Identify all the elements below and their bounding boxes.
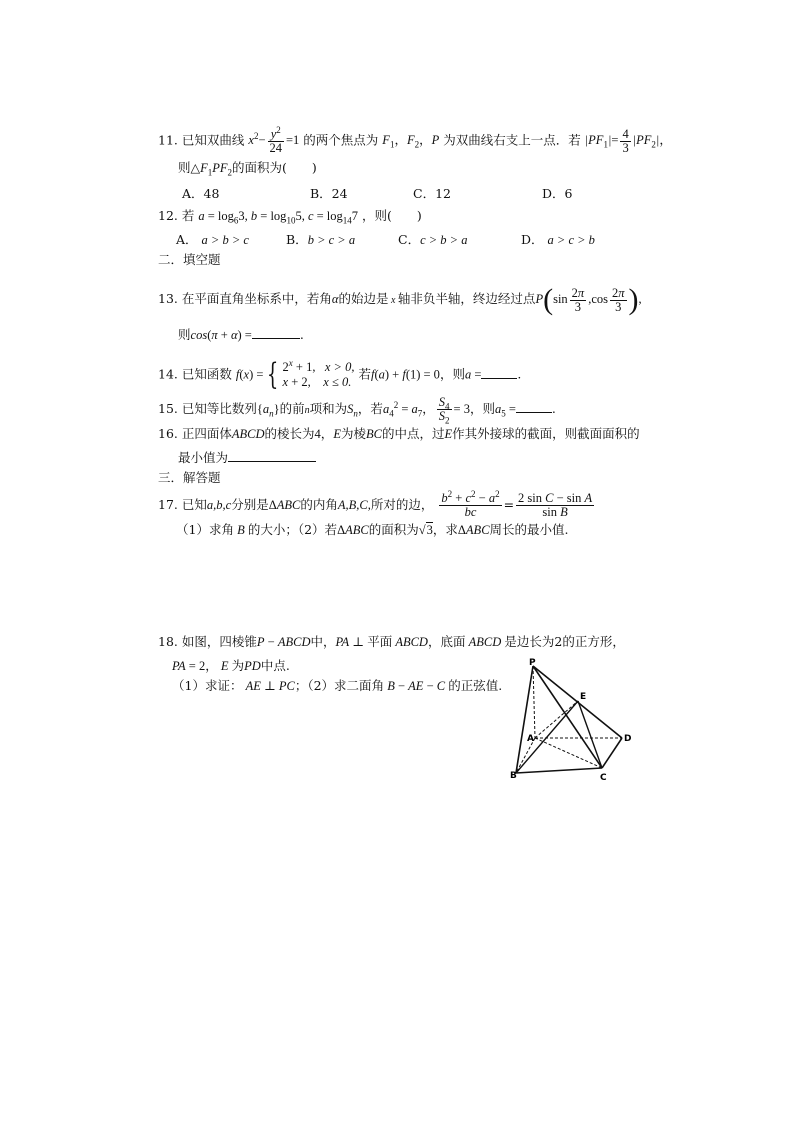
segment-EC [578,701,602,768]
q17-equation-left: $\frac{b^2 + c^2 - a^2}{bc}$ [441,488,500,519]
label-B: B [510,771,517,781]
label-A: A [527,734,534,744]
q11-line1 [158,124,672,155]
q13-answer-blank[interactable] [252,328,300,339]
q17-line2: （1）求角 B 的大小；（2）若ΔABC的面积为√3，求ΔABC周长的最小值. [176,522,569,537]
q11-line2-tail: 的面积为( ) [232,160,317,175]
section-answer-title: 三．解答题 [158,470,221,485]
edge-BC [516,768,602,773]
q12-lead: 若 [181,208,195,223]
q11-lead: 已知双曲线 [181,132,245,148]
q11-foci-symbols: $F_1$，$F_2$，P [382,133,440,150]
q11-condition: $|PF_1|=$ $\frac{4}{3}$ $|PF_2|$， [584,127,672,155]
section-fill-in-title: 二．填空题 [158,252,221,267]
label-E: E [580,692,587,702]
q11-hyperbola-equation: $x^2-$ $\frac{y^2}{24}$ =1 [248,124,300,155]
q12-option-c: C．c > b > a [398,232,468,247]
label-P: P [529,658,536,668]
q18-line1: 18. 如图，四棱锥P − ABCD中，PA ⊥ 平面 ABCD，底面 ABCD 是边长为2的正方形， [158,634,625,649]
q11-triangle: $F_1PF_2$ [200,161,233,178]
q12-option-d: D． a > c > b [521,232,595,247]
q12-number: 12. [158,208,178,223]
q12-definitions: $a = \log_63$, $b = \log_{10}5$, $c = \log_{14}7$ [198,209,359,226]
q13-point: P(sin $\frac{2\pi}{3}$ ,cos $\frac{2\pi}{3}$ ), [535,283,642,316]
q11-line2 [178,160,317,176]
q11-text-point: 为双曲线右支上一点．若 [443,132,581,148]
q12-tail: ，则( ) [362,208,422,223]
edge-PA [533,666,535,738]
q12-option-b: B．b > c > a [286,232,356,247]
q13-line2: 则cos(π + α) = . [178,327,304,342]
q12-line1 [158,208,422,224]
q16-line2: 最小值为 [178,450,316,466]
q17-line1: 17. 已知a,b,c分别是ΔABC的内角A,B,C,所对的边， $\frac{b^2 + c^2 - a^2}{bc}$ = $\frac{\text{2 sin C − sin A}}{\text{sin B}}$ [158,488,593,519]
q11-text-foci: 的两个焦点为 [303,132,379,148]
q11-line2-lead: 则△ [178,160,201,175]
q14-line1: 14. 已知函数 f(x) = { $2^x + 1$, x > 0, x + 2, x ≤ 0. 若f(a) + f(1) = 0，则a = . [158,357,522,392]
q18-line2: PA = 2， E 为PD中点. [172,658,290,673]
label-C: C [600,773,607,783]
q16-answer-blank[interactable] [228,451,316,462]
q17-equation-right: $\frac{\text{2 sin C − sin A}}{\text{sin B}}$ [518,491,593,519]
q14-answer-blank[interactable] [481,368,517,379]
q11-option-b: B．24 [310,186,348,201]
q18-line3: （1）求证： AE ⊥ PC；（2）求二面角 B − AE − C 的正弦值. [172,678,503,693]
q12-option-a: A． a > b > c [176,232,249,247]
q15-line1: 15. 已知等比数列$\{a_n\}$的前n项和为$S_n$，若$a_4^2 = a_7$， $\frac{S_4}{S_2}$ = 3，则$a_5$ = . [158,395,556,426]
q11-option-d: D．6 [542,186,573,201]
q15-answer-blank[interactable] [516,402,552,413]
q11-option-c: C．12 [413,186,451,201]
edge-CD [602,738,622,768]
q13-line1: 13. 在平面直角坐标系中，若角α的始边是 x 轴非负半轴，终边经过点P(sin $\frac{2\pi}{3}$ ,cos $\frac{2\pi}{3}$ ), [158,283,642,316]
segment-AE [535,701,578,738]
q11-option-a: A．48 [182,186,220,201]
pyramid-figure [508,656,640,786]
q16-line1: 16. 正四面体ABCD的棱长为4，E为棱BC的中点，过E作其外接球的截面，则截面面积的 [158,426,640,441]
q11-number: 11. [158,132,178,148]
q14-piecewise: $2^x + 1$, x > 0, x + 2, x ≤ 0. [282,357,355,389]
label-D: D [624,734,632,744]
